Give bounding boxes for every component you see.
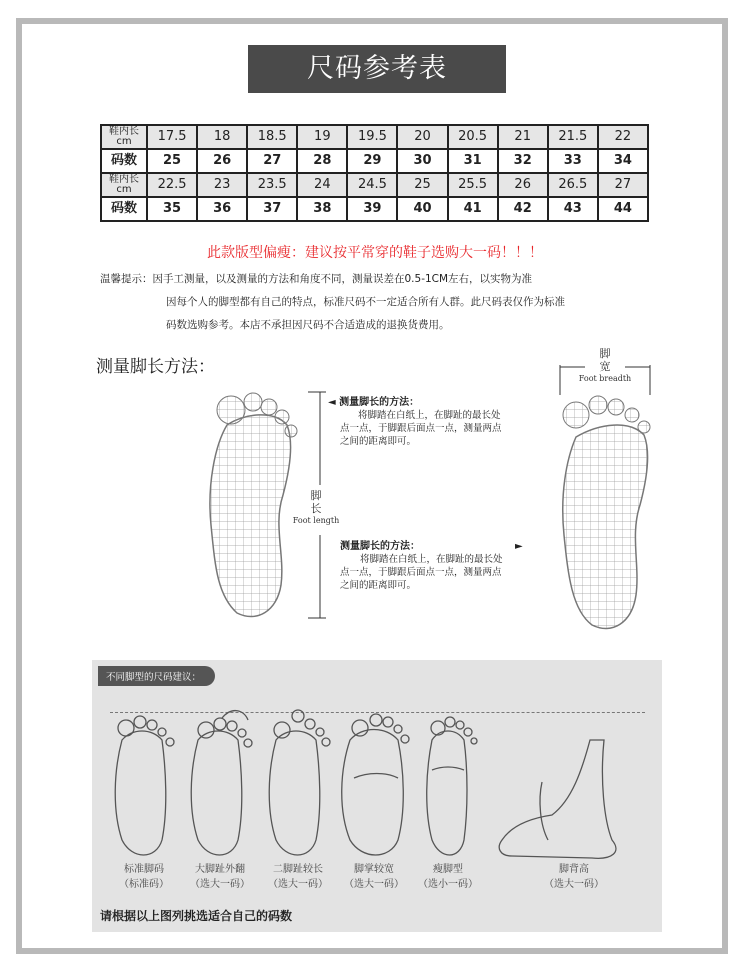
size-table-cell: 22 [598,125,648,149]
size-table [100,124,649,222]
size-table-cell: 19 [297,125,347,149]
size-table-row [101,197,648,221]
foot-type-illustrations [92,700,662,865]
foot-type-6: 脚背高 （选大一码） [544,864,604,890]
size-table-cell: 40 [397,197,447,221]
size-table-row-head: 鞋内长 cm [101,125,147,149]
size-table-cell: 29 [347,149,397,173]
size-table-cell: 18 [197,125,247,149]
size-table-cell: 42 [498,197,548,221]
size-table-cell: 24 [297,173,347,197]
size-table-cell: 17.5 [147,125,197,149]
size-table-cell: 36 [197,197,247,221]
size-table-cell: 38 [297,197,347,221]
size-table-cell: 21.5 [548,125,598,149]
size-table-cell: 31 [448,149,498,173]
size-table-cell: 39 [347,197,397,221]
foot-type-3: 二脚趾较长 （选大一码） [268,864,328,890]
foot-type-4: 脚掌较宽 （选大一码） [344,864,404,890]
size-table-cell: 26 [498,173,548,197]
size-table-cell: 33 [548,149,598,173]
size-table-cell: 18.5 [247,125,297,149]
size-table-cell: 44 [598,197,648,221]
size-table-row [101,149,648,173]
foot-length-label: 脚 长 Foot length [292,489,340,525]
size-table-cell: 30 [397,149,447,173]
size-table-row-head: 鞋内长 cm [101,173,147,197]
fit-warning: 此款版型偏瘦：建议按平常穿的鞋子选购大一码！！！ [207,245,543,261]
size-table-cell: 25 [147,149,197,173]
measure-note-2: 测量脚长的方法： ► 将脚踏在白纸上，在脚趾的最长处 点一点，于脚跟后面点一点，测量两点 之间的距离即可。 [340,541,523,591]
size-table-row-head: 码数 [101,197,147,221]
size-table-cell: 25 [397,173,447,197]
foot-type-tag: 不同脚型的尺码建议： [98,666,215,686]
measure-note-1: ◄ 测量脚长的方法： 将脚踏在白纸上，在脚趾的最长处 点一点，于脚跟后面点一点，测量两点 之间的距离即可。 [328,397,502,447]
foot-type-panel [92,660,662,932]
foot-type-5: 瘦脚型 （选小一码） [418,864,478,890]
size-table-cell: 23 [197,173,247,197]
size-table-cell: 22.5 [147,173,197,197]
size-table-cell: 20.5 [448,125,498,149]
foot-type-advice: 请根据以上图列挑选适合自己的码数 [100,909,293,923]
tip-line-3: 码数选购参考。本店不承担因尺码不合适造成的退换货费用。 [166,319,450,331]
size-table-cell: 23.5 [247,173,297,197]
size-table-row [101,125,648,149]
size-table-cell: 41 [448,197,498,221]
size-table-cell: 28 [297,149,347,173]
foot-type-1: 标准脚码 （标准码） [119,864,169,890]
size-table-cell: 20 [397,125,447,149]
size-table-cell: 35 [147,197,197,221]
foot-type-2: 大脚趾外翻 （选大一码） [190,864,250,890]
size-table-cell: 43 [548,197,598,221]
size-table-cell: 27 [598,173,648,197]
size-table-row-head: 码数 [101,149,147,173]
size-table-cell: 26.5 [548,173,598,197]
foot-sole-breadth-illustration [550,345,660,635]
size-table-cell: 34 [598,149,648,173]
page-title: 尺码参考表 [248,45,506,93]
measure-title: 测量脚长方法： [96,357,215,377]
size-table-cell: 24.5 [347,173,397,197]
size-table-cell: 21 [498,125,548,149]
size-table-row [101,173,648,197]
tip-text [100,268,565,337]
size-table-cell: 25.5 [448,173,498,197]
size-table-cell: 27 [247,149,297,173]
size-table-cell: 19.5 [347,125,397,149]
tip-line-1: 温馨提示：因手工测量，以及测量的方法和角度不同，测量误差在0.5-1CM左右，以实物为准 [100,273,533,285]
foot-breadth-label: 脚 宽 Foot breadth [578,347,632,383]
size-table-cell: 26 [197,149,247,173]
tip-line-2: 因每个人的脚型都有自己的特点，标准尺码不一定适合所有人群。此尺码表仅作为标准 [166,296,565,308]
size-table-cell: 37 [247,197,297,221]
size-table-cell: 32 [498,149,548,173]
